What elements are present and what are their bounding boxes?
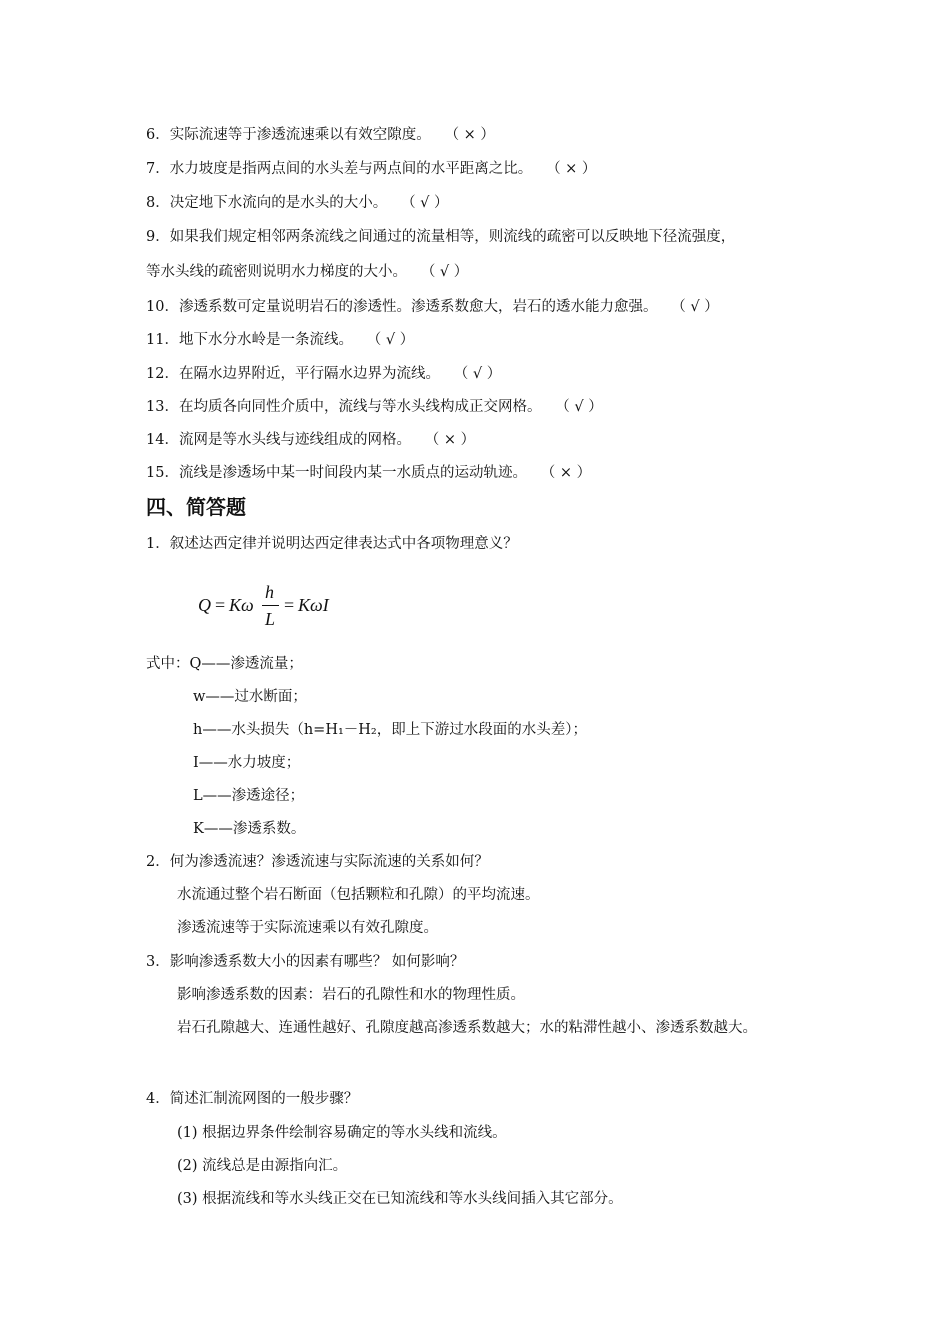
formula-k-omega: Kω	[229, 595, 254, 615]
legend-item: w——过水断面；	[193, 689, 307, 705]
judgement-13: 13．在均质各向同性介质中，流线与等水头线构成正交网格。 （ √ ）	[146, 399, 603, 415]
formula-rhs: KωI	[298, 595, 329, 615]
question-3: 3．影响渗透系数大小的因素有哪些？ 如何影响？	[146, 954, 465, 970]
judgement-15: 15．流线是渗透场中某一时间段内某一水质点的运动轨迹。 （ × ）	[146, 465, 592, 481]
answer-mark: （ √ ）	[671, 299, 719, 315]
legend-item: L——渗透途径；	[193, 788, 305, 804]
judgement-12: 12．在隔水边界附近，平行隔水边界为流线。 （ √ ）	[146, 366, 502, 382]
answer-step: (3) 根据流线和等水头线正交在已知流线和等水头线间插入其它部分。	[177, 1191, 623, 1207]
legend-item: h——水头损失（h=H₁－H₂，即上下游过水段面的水头差）；	[193, 722, 587, 738]
formula-equals: =	[215, 595, 226, 615]
answer-mark: （ × ）	[444, 127, 495, 143]
answer-step: (1) 根据边界条件绘制容易确定的等水头线和流线。	[177, 1125, 507, 1141]
question-1: 1．叙述达西定律并说明达西定律表达式中各项物理意义？	[146, 536, 518, 552]
judgement-10: 10．渗透系数可定量说明岩石的渗透性。渗透系数愈大，岩石的透水能力愈强。 （ √ ）	[146, 299, 719, 315]
answer-line: 影响渗透系数的因素：岩石的孔隙性和水的物理性质。	[177, 987, 525, 1003]
answer-mark: （ × ）	[424, 432, 476, 448]
judgement-9-line1: 9．如果我们规定相邻两条流线之间通过的流量相等，则流线的疏密可以反映地下径流强度，	[146, 229, 736, 245]
answer-mark: （ √ ）	[555, 399, 603, 415]
judgement-11: 11．地下水分水岭是一条流线。 （ √ ）	[146, 332, 415, 348]
answer-mark: （ √ ）	[401, 195, 449, 211]
answer-step: (2) 流线总是由源指向汇。	[177, 1158, 348, 1174]
formula-lhs: Q	[198, 595, 211, 615]
answer-mark: （ × ）	[540, 465, 592, 481]
answer-mark: （ √ ）	[366, 332, 415, 348]
answer-mark: （ √ ）	[453, 366, 502, 382]
judgement-6: 6．实际流速等于渗透流速乘以有效空隙度。 （ × ）	[146, 127, 495, 143]
answer-line: 岩石孔隙越大、连通性越好、孔隙度越高渗透系数越大；水的粘滞性越小、渗透系数越大。	[177, 1020, 757, 1036]
formula-denominator: L	[265, 609, 276, 629]
darcy-formula	[198, 576, 358, 632]
question-4: 4．简述汇制流网图的一般步骤？	[146, 1091, 359, 1107]
judgement-8: 8．决定地下水流向的是水头的大小。 （ √ ）	[146, 195, 449, 211]
answer-mark: （ √ ）	[420, 264, 469, 280]
answer-mark: （ × ）	[546, 161, 597, 177]
judgement-9-line2: 等水头线的疏密则说明水力梯度的大小。 （ √ ）	[146, 264, 469, 280]
judgement-14: 14．流网是等水头线与迹线组成的网格。 （ × ）	[146, 432, 476, 448]
legend-item: K——渗透系数。	[193, 821, 306, 837]
question-2: 2．何为渗透流速？渗透流速与实际流速的关系如何？	[146, 854, 489, 870]
formula-numerator: h	[265, 582, 274, 602]
answer-line: 水流通过整个岩石断面（包括颗粒和孔隙）的平均流速。	[177, 887, 540, 903]
fraction-bar	[262, 605, 279, 606]
formula-equals: =	[284, 595, 295, 615]
legend-item: I——水力坡度；	[193, 755, 301, 771]
legend-intro: 式中：Q——渗透流量；	[146, 656, 303, 672]
answer-line: 渗透流速等于实际流速乘以有效孔隙度。	[177, 920, 438, 936]
judgement-7: 7．水力坡度是指两点间的水头差与两点间的水平距离之比。 （ × ）	[146, 161, 597, 177]
section-heading: 四、简答题	[146, 495, 246, 519]
